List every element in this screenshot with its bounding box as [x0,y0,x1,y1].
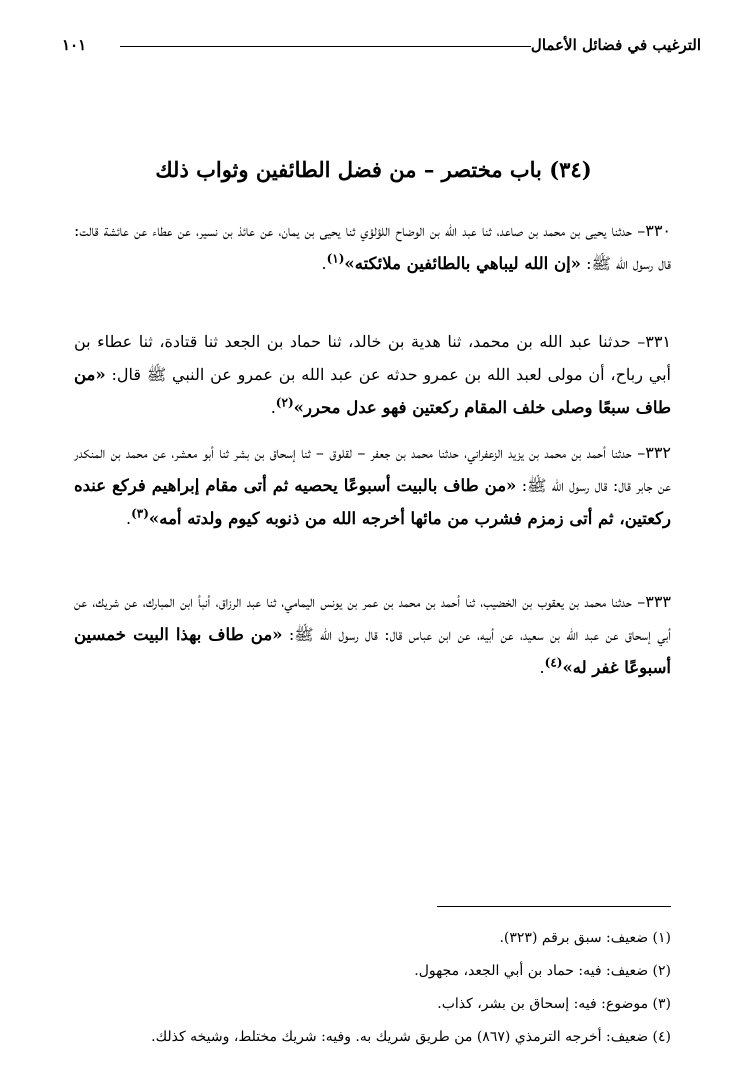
hadith-chain: ٣٣١– حدثنا عبد الله بن محمد، ثنا هدية بن خالد، ثنا حماد بن الجعد ثنا قتادة، ثنا عطاء بن أبي رباح، أن مولى لعبد الله بن عمرو حدثه عن عبد الله بن عمرو عن النبي ﷺ قال: [74,332,671,384]
hadith-332: ٣٣٢– حدثنا أحمد بن محمد بن يزيد الزعفراني، حدثنا محمد بن جعفر – لقلوق – ثنا إسحاق بن بشر ثنا أبو معشر، عن محمد بن المنكدر عن جابر قال: قال رسول الله ﷺ: «من طاف بالبيت أسبوعًا يحصيه ثم أتى مقام إبراهيم فركع عنده ركعتين، ثم أتى زمزم فشرب من مائها أخرجه الله من ذنوبه كيوم ولدته أمه»$^{(٣)}$. [74,443,672,528]
book-title: الترغيب في فضائل الأعمال [530,36,701,54]
hadith-matn: «من طاف بالبيت أسبوعًا يحصيه ثم أتى مقام إبراهيم فركع عنده ركعتين، ثم أتى زمزم فشرب من مائها أخرجه الله من ذنوبه كيوم ولدته أمه» [74,476,671,528]
footnotes [60,922,671,1054]
footnote-3: (٣) موضوع: فيه: إسحاق بن بشر، كذاب. [437,996,671,1012]
hadith-333: ٣٣٣– حدثنا محمد بن يعقوب بن الخضيب، ثنا أحمد بن محمد بن عمر بن يونس اليمامي، ثنا عبد الرزاق، أنبأ ابن المبارك، عن شريك، عن أبي إسحاق عن عبد الله بن سعيد، عن أبيه، عن ابن عباس قال: قال رسول الله ﷺ: «من طاف بهذا البيت خمسين أسبوعًا غفر له»$^{(٤)}$. [74,592,671,677]
footnote-ref: (٤) [544,655,563,670]
footnote-4: (٤) ضعيف: أخرجه الترمذي (٨٦٧) من طريق شريك به. وفيه: شريك مختلط، وشيخه كذلك. [151,1029,671,1045]
hadith-chain: ٣٣٠– حدثنا يحيى بن محمد بن صاعد، ثنا عبد الله بن الوضاح اللؤلؤي ثنا يحيى بن يمان، عن عائذ بن نسير، عن عطاء عن عائشة قالت: قال رسول الله ﷺ: [74,221,671,273]
hadith-matn: «إن الله ليباهي بالطائفين ملائكته» [344,254,581,273]
footnote-rule [437,906,671,907]
hadith-chain: ٣٣٣– حدثنا محمد بن يعقوب بن الخضيب، ثنا أحمد بن محمد بن عمر بن يونس اليمامي، ثنا عبد الرزاق، أنبأ ابن المبارك، عن شريك، عن أبي إسحاق عن عبد الله بن سعيد، عن أبيه، عن ابن عباس قال: قال رسول الله ﷺ: [74,592,671,644]
footnote-2: (٢) ضعيف: فيه: حماد بن أبي الجعد، مجهول. [414,963,671,979]
running-header [62,32,701,58]
hadith-matn: «من طاف سبعًا وصلى خلف المقام ركعتين فهو عدل محرر» [74,365,671,417]
header-rule [120,46,531,47]
footnote-ref: (٢) [275,395,294,410]
footnote-ref: (١) [326,251,345,266]
footnote-ref: (٣) [131,506,149,521]
chapter-title: (٣٤) باب مختصر – من فضل الطائفين وثواب ذلك [155,157,592,182]
hadith-331: ٣٣١– حدثنا عبد الله بن محمد، ثنا هدية بن خالد، ثنا حماد بن الجعد ثنا قتادة، ثنا عطاء بن أبي رباح، أن مولى لعبد الله بن عمرو حدثه عن عبد الله بن عمرو عن النبي ﷺ قال: «من طاف سبعًا وصلى خلف المقام ركعتين فهو عدل محرر»$^{(٢)}$. [74,332,671,417]
page-number: ١٠١ [62,36,87,54]
footnote-1: (١) ضعيف: سبق برقم (٣٢٣). [499,930,671,946]
hadith-chain: ٣٣٢– حدثنا أحمد بن محمد بن يزيد الزعفراني، حدثنا محمد بن جعفر – لقلوق – ثنا إسحاق بن بشر ثنا أبو معشر، عن محمد بن المنكدر عن جابر قال: قال رسول الله ﷺ: [74,443,672,495]
hadith-330: ٣٣٠– حدثنا يحيى بن محمد بن صاعد، ثنا عبد الله بن الوضاح اللؤلؤي ثنا يحيى بن يمان، عن عائذ بن نسير، عن عطاء عن عائشة قالت: قال رسول الله ﷺ: «إن الله ليباهي بالطائفين ملائكته»$^{(١)}$. [74,221,671,273]
hadith-matn: «من طاف بهذا البيت خمسين أسبوعًا غفر له» [74,625,671,677]
